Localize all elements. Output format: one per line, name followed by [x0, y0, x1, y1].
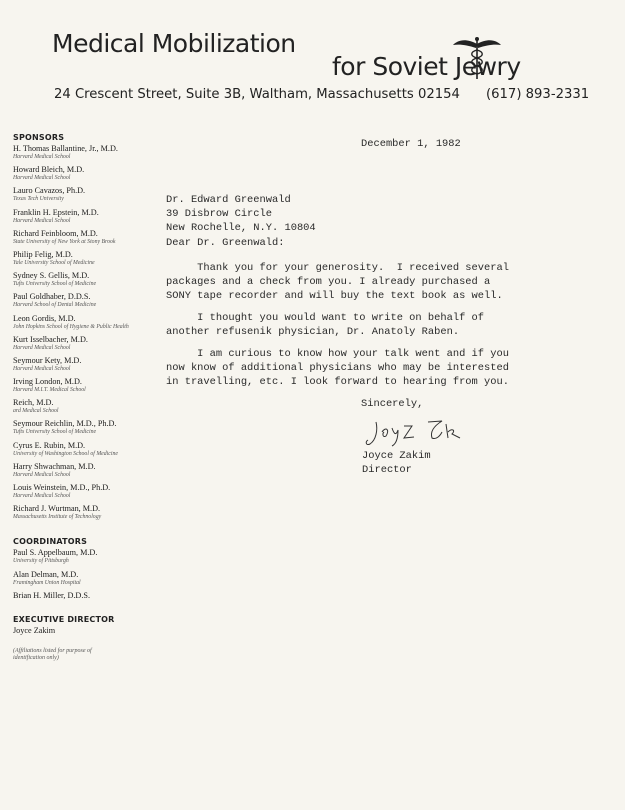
body-paragraph [166, 261, 561, 303]
body-paragraph [166, 347, 561, 389]
roster-entry [13, 314, 183, 335]
roster-name: Philip Felig, M.D. [13, 249, 73, 259]
roster-name: Brian H. Miller, D.D.S. [13, 590, 90, 600]
roster-entry [13, 208, 183, 229]
roster-name: Reich, M.D. [13, 398, 54, 408]
roster-name: Lauro Cavazos, Ph.D. [13, 186, 86, 196]
roster-affiliation: Harvard Medical School [13, 217, 71, 224]
roster-affiliation: Harvard Medical School [13, 365, 71, 372]
roster-affiliation: Texas Tech University [13, 196, 64, 203]
roster-name: Irving London, M.D. [13, 377, 82, 387]
executive-director-heading: EXECUTIVE DIRECTOR [13, 614, 115, 624]
roster-affiliation: Massachusetts Institute of Technology [13, 514, 102, 521]
roster-affiliation: Harvard Medical School [13, 154, 71, 160]
coordinators-list [13, 548, 183, 602]
sponsors-list [13, 144, 183, 525]
roster-affiliation: University of Washington School of Medicine [13, 450, 118, 457]
roster-name: Paul Goldhaber, D.D.S. [13, 292, 91, 302]
roster-name: H. Thomas Ballantine, Jr., M.D. [13, 144, 118, 153]
roster-affiliation: University of Pittsburgh [13, 558, 69, 565]
roster-name: Cyrus E. Rubin, M.D. [13, 440, 86, 450]
roster-affiliation: ard Medical School [13, 408, 59, 415]
roster-affiliation: Harvard Medical School [13, 344, 71, 351]
handwritten-signature [362, 410, 472, 450]
body-line: I thought you would want to write on behalf of [166, 312, 485, 324]
roster-affiliation: Harvard Medical School [13, 471, 71, 478]
letterhead-title-line2: for Soviet Jewry [332, 52, 521, 81]
roster-entry [13, 356, 183, 377]
roster-entry [13, 229, 183, 250]
roster-name: Richard J. Wurtman, M.D. [13, 504, 101, 514]
signature-block [362, 449, 625, 477]
letter-date: December 1, 1982 [361, 138, 461, 150]
roster-name: Franklin H. Epstein, M.D. [13, 207, 99, 217]
roster-name: Seymour Kety, M.D. [13, 355, 82, 365]
roster-affiliation: Harvard School of Dental Medicine [13, 302, 97, 309]
body-line: Thank you for your generosity. I received several [166, 262, 509, 274]
executive-director-name: Joyce Zakim [13, 625, 56, 635]
roster-entry [13, 591, 183, 603]
roster-entry [13, 292, 183, 313]
signer-title: Director [362, 464, 412, 476]
roster-entry [13, 462, 183, 483]
coordinators-heading: COORDINATORS [13, 537, 88, 547]
roster-entry [13, 165, 183, 186]
roster-affiliation: Harvard M.I.T. Medical School [13, 387, 86, 394]
roster-entry [13, 398, 183, 419]
letterhead-phone: (617) 893-2331 [486, 87, 590, 102]
roster-entry [13, 186, 183, 207]
roster-name: Kurt Isselbacher, M.D. [13, 334, 88, 344]
letterhead-title-line1: Medical Mobilization [52, 29, 296, 58]
roster-entry [13, 483, 183, 504]
roster-entry [13, 271, 183, 292]
roster-entry [13, 144, 183, 165]
body-paragraph [166, 311, 561, 339]
body-line: packages and a check from you. I already purchased a [166, 276, 491, 288]
roster-affiliation: Tufts University School of Medicine [13, 281, 97, 288]
roster-entry [13, 441, 183, 462]
roster-affiliation: State University of New York at Stony Brook [13, 238, 116, 245]
closing: Sincerely, [361, 398, 424, 410]
recipient-line: Dr. Edward Greenwald [166, 194, 291, 206]
roster-affiliation: Framingham Union Hospital [13, 579, 81, 586]
recipient-line: New Rochelle, N.Y. 10804 [166, 222, 316, 234]
body-line: another refusenik physician, Dr. Anatoly Raben. [166, 326, 460, 338]
salutation: Dear Dr. Greenwald: [166, 237, 285, 249]
roster-entry [13, 377, 183, 398]
roster-affiliation: Harvard Medical School [13, 175, 71, 182]
affiliations-disclaimer: (Affiliations listed for purpose of identification only) [13, 647, 92, 662]
letterhead-address: 24 Crescent Street, Suite 3B, Waltham, Massachusetts 02154 [54, 87, 460, 102]
roster-entry [13, 250, 183, 271]
roster-name: Richard Feinbloom, M.D. [13, 228, 98, 238]
roster-entry [13, 570, 183, 591]
body-line: SONY tape recorder and will buy the text book as well. [166, 290, 503, 302]
roster-affiliation: John Hopkins School of Hygiene & Public Health [13, 323, 129, 330]
recipient-address [166, 193, 561, 235]
signer-name: Joyce Zakim [362, 450, 431, 462]
roster-entry [13, 335, 183, 356]
roster-name: Paul S. Appelbaum, M.D. [13, 548, 98, 558]
roster-name: Alan Delman, M.D. [13, 569, 79, 579]
roster-affiliation: Yale University School of Medicine [13, 259, 95, 266]
caduceus-icon [452, 36, 502, 80]
roster-affiliation: Harvard Medical School [13, 493, 71, 499]
body-line: I am curious to know how your talk went and if you [166, 348, 509, 360]
sponsors-heading: SPONSORS [13, 133, 65, 142]
body-line: now know of additional physicians who may be interested [166, 362, 509, 374]
body-line: in travelling, etc. I look forward to hearing from you. [166, 376, 509, 388]
recipient-line: 39 Disbrow Circle [166, 208, 273, 220]
roster-name: Harry Shwachman, M.D. [13, 461, 96, 471]
roster-name: Howard Bleich, M.D. [13, 165, 85, 175]
roster-name: Seymour Reichlin, M.D., Ph.D. [13, 419, 117, 429]
roster-name: Louis Weinstein, M.D., Ph.D. [13, 483, 111, 492]
sidebar-roster [13, 133, 183, 663]
roster-entry [13, 419, 183, 440]
roster-affiliation: Tufts University School of Medicine [13, 429, 97, 436]
roster-entry [13, 504, 183, 525]
roster-name: Sydney S. Gellis, M.D. [13, 271, 90, 281]
roster-entry [13, 548, 183, 569]
roster-name: Leon Gordis, M.D. [13, 313, 76, 323]
